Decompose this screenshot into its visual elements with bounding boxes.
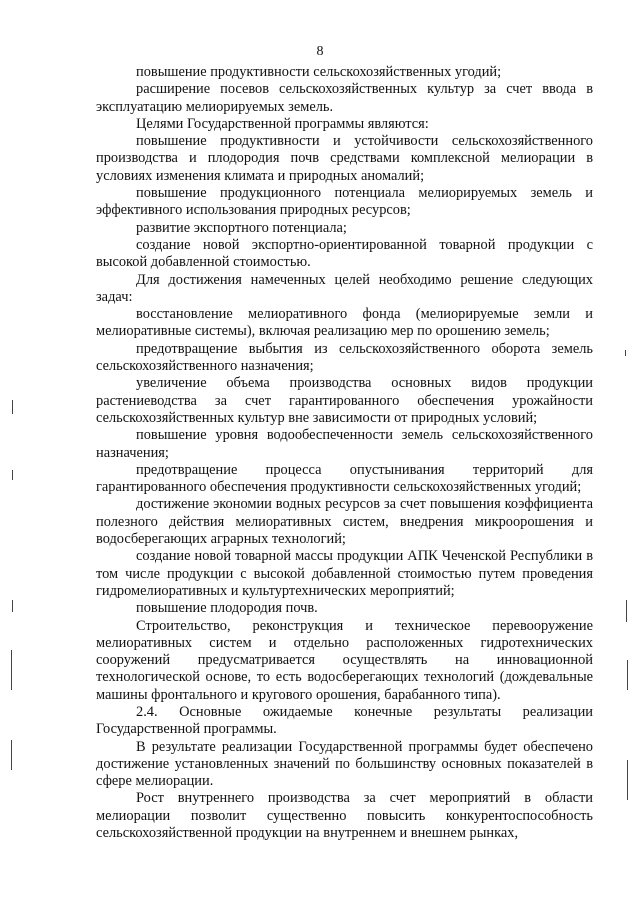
paragraph: повышение уровня водообеспеченности земель сельскохозяйственного назначения; [96,427,593,461]
scan-mark [11,650,12,690]
paragraph: 2.4. Основные ожидаемые конечные результаты реализации Государственной программы. [96,703,593,738]
scan-mark [12,400,13,414]
paragraph: создание новой экспортно-ориентированной товарной продукции с высокой добавленной стоимостью. [96,236,593,271]
paragraph: увеличение объема производства основных видов продукции растениеводства за счет гарантированного обеспечения урожайности сельскохозяйственных культур вне зависимости от природных условий; [96,375,593,426]
paragraph: восстановление мелиоративного фонда (мелиорируемые земли и мелиоративные системы), включая реализацию мер по орошению земель; [96,306,593,340]
scan-mark [12,470,13,480]
scan-mark [627,660,628,690]
paragraph: Целями Государственной программы являются: [136,115,429,132]
paragraph: расширение посевов сельскохозяйственных культур за счет ввода в эксплуатацию мелиорируемых земель. [96,81,593,115]
paragraph: Строительство, реконструкция и техническое перевооружение мелиоративных систем и отдельно расположенных гидротехнических сооружений предусматривается осуществлять на инновационной технологической основе, то есть водосберегающих технологий (дождевальные машины фронтального и кругового орошения, барабанного типа). [96,617,593,703]
paragraph: достижение экономии водных ресурсов за счет повышения коэффициента полезного действия мелиоративных систем, внедрения микроорошения и водосберегающих аграрных технологий; [96,496,593,548]
paragraph: повышение продуктивности сельскохозяйственных угодий; [136,64,502,80]
paragraph: Рост внутреннего производства за счет мероприятий в области мелиорации позволит существенно повысить конкурентоспособность сельскохозяйственной продукции на внутреннем и внешнем рынках, [96,790,593,842]
page-number: 8 [316,44,324,59]
scan-mark [627,760,628,800]
scan-mark [626,600,627,622]
paragraph: повышение продукционного потенциала мелиорируемых земель и эффективного использования природных ресурсов; [96,185,593,219]
paragraph: В результате реализации Государственной программы будет обеспечено достижение установленных значений по большинству основных показателей в сфере мелиорации. [96,738,593,790]
paragraph: повышение продуктивности и устойчивости сельскохозяйственного производства и плодородия почв средствами комплексной мелиорации в условиях изменения климата и природных аномалий; [96,133,593,184]
paragraph: Для достижения намеченных целей необходимо решение следующих задач: [96,271,593,305]
paragraph: предотвращение выбытия из сельскохозяйственного оборота земель сельскохозяйственного назначения; [96,340,593,375]
paragraph: создание новой товарной массы продукции АПК Чеченской Республики в том числе продукции с высокой добавленной стоимостью путем проведения гидромелиоративных и культуртехнических мероприятий; [96,548,593,599]
scan-mark [625,350,626,356]
paragraph: повышение плодородия почв. [136,600,318,617]
paragraph: развитие экспортного потенциала; [136,219,347,236]
body-text [96,64,593,842]
paragraph: предотвращение процесса опустынивания территорий для гарантированного обеспечения продуктивности сельскохозяйственных угодий; [96,461,593,496]
scan-mark [11,740,12,770]
scan-mark [12,600,13,612]
